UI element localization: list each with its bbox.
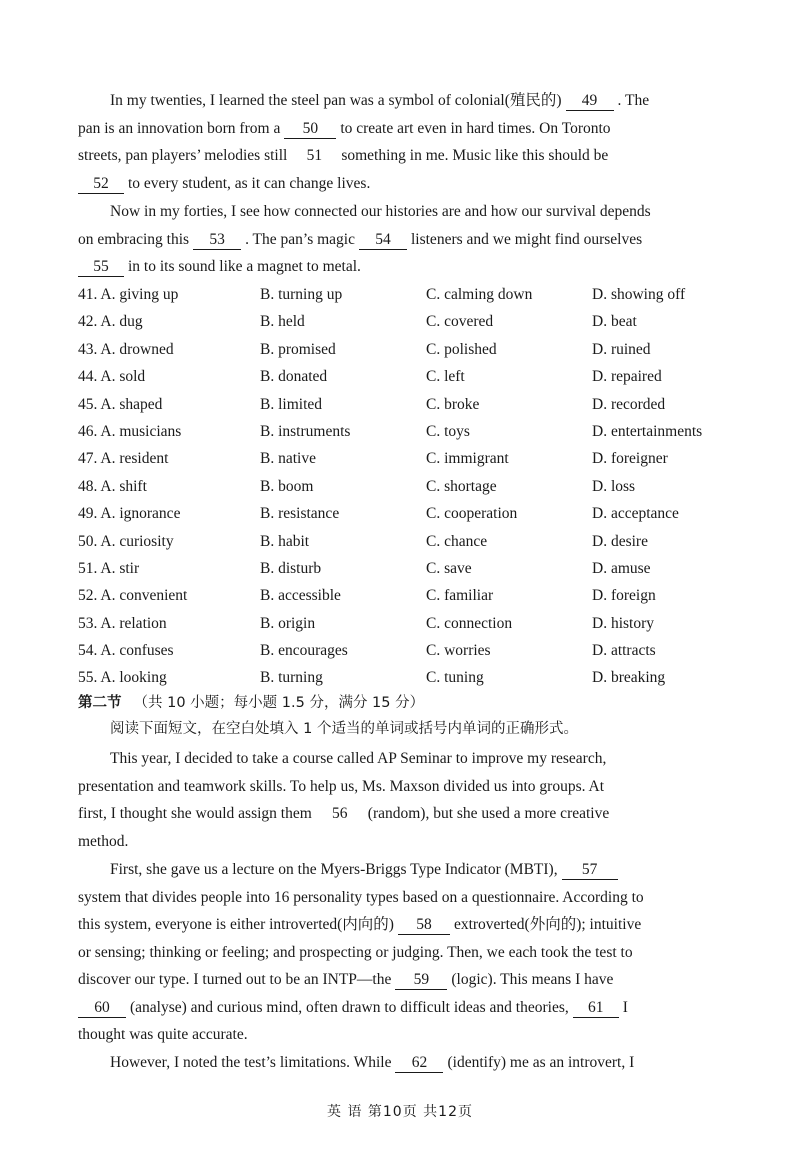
option-row: 48. A. shift B. boom C. shortage D. loss xyxy=(78,477,636,495)
option-row: 52. A. convenient B. accessible C. familiar D. foreign xyxy=(78,587,656,605)
option-row: 41. A. giving up B. turning up C. calming down D. showing off xyxy=(78,286,686,303)
page-footer: 英 语 第10页 共12页 xyxy=(327,1104,473,1120)
passage1-paragraph2: Now in my forties, I see how connected our histories are and how our survival depends on embracing this 53 . The pan’s magic 54 listeners and we might find ourselves 55 in to its sound like a magnet to metal. xyxy=(78,203,651,275)
option-row: 45. A. shaped B. limited C. broke D. recorded xyxy=(78,395,666,413)
option-row: 53. A. relation B. origin C. connection D. history xyxy=(78,614,654,632)
passage1-paragraph1: In my twenties, I learned the steel pan was a symbol of colonial(殖民的) 49 . The pan is an innovation born from a 50 to create art even in hard times. On Toronto streets, pan players’ melodies still 51 something in me. Music like this should be 52 to every student, as it can change lives. xyxy=(78,92,650,192)
section-description: （共 10 小题；每小题 1.5 分，满分 15 分） xyxy=(133,695,425,711)
option-row: 49. A. ignorance B. resistance C. cooperation D. acceptance xyxy=(78,505,679,523)
option-row: 47. A. resident B. native C. immigrant D. foreigner xyxy=(78,450,668,468)
section-instruction: 阅读下面短文，在空白处填入 1 个适当的单词或括号内单词的正确形式。 xyxy=(110,721,578,737)
blank-54: 54 xyxy=(359,231,407,250)
option-row: 46. A. musicians B. instruments C. toys D. entertainments xyxy=(78,422,703,440)
option-row: 43. A. drowned B. promised C. polished D. ruined xyxy=(78,340,651,358)
passage2-paragraph1: This year, I decided to take a course called AP Seminar to improve my research, presentation and teamwork skills. To help us, Ms. Maxson divided us into groups. At first, I thought she would assign them 56 (random), but she used a more creative method. xyxy=(78,750,610,850)
blank-60: 60 xyxy=(78,999,126,1018)
blank-58: 58 xyxy=(398,916,450,935)
option-row: 42. A. dug B. held C. covered D. beat xyxy=(78,313,637,331)
option-row: 54. A. confuses B. encourages C. worries D. attracts xyxy=(78,642,656,660)
blank-51: 51 xyxy=(306,147,323,164)
blank-52: 52 xyxy=(78,175,124,194)
blank-49: 49 xyxy=(566,92,614,111)
blank-59: 59 xyxy=(395,971,447,990)
option-row: 51. A. stir B. disturb C. save D. amuse xyxy=(78,559,651,577)
blank-56: 56 xyxy=(332,805,348,822)
passage2-paragraph2: First, she gave us a lecture on the Myers-Briggs Type Indicator (MBTI), 57 system that divides people into 16 personality types based on a questionnaire. According to this system, everyone is either introverted(内向的) 58 extroverted(外向的); intuitive or sensing; thinking or feeling; and prospecting or judging. Then, we each took the test to discover our type. I turned out to be an INTP—the 59 (logic). This means I have 60 (analyse) and curious mind, often drawn to difficult ideas and theories, 61 I thought was quite accurate. xyxy=(78,861,644,1043)
section-title: 第二节 xyxy=(78,695,122,711)
option-row: 44. A. sold B. donated C. left D. repaired xyxy=(78,368,662,386)
option-row: 50. A. curiosity B. habit C. chance D. desire xyxy=(78,532,648,550)
section-heading xyxy=(78,692,424,714)
passage2-paragraph3: However, I noted the test’s limitations. While 62 (identify) me as an introvert, I xyxy=(110,1054,635,1071)
blank-53: 53 xyxy=(193,231,241,250)
blank-61: 61 xyxy=(573,999,619,1018)
option-row: 55. A. looking B. turning C. tuning D. breaking xyxy=(78,669,666,687)
blank-50: 50 xyxy=(284,120,336,139)
blank-55: 55 xyxy=(78,258,124,277)
answer-options xyxy=(78,281,738,692)
blank-62: 62 xyxy=(395,1054,443,1073)
blank-57: 57 xyxy=(562,861,618,880)
